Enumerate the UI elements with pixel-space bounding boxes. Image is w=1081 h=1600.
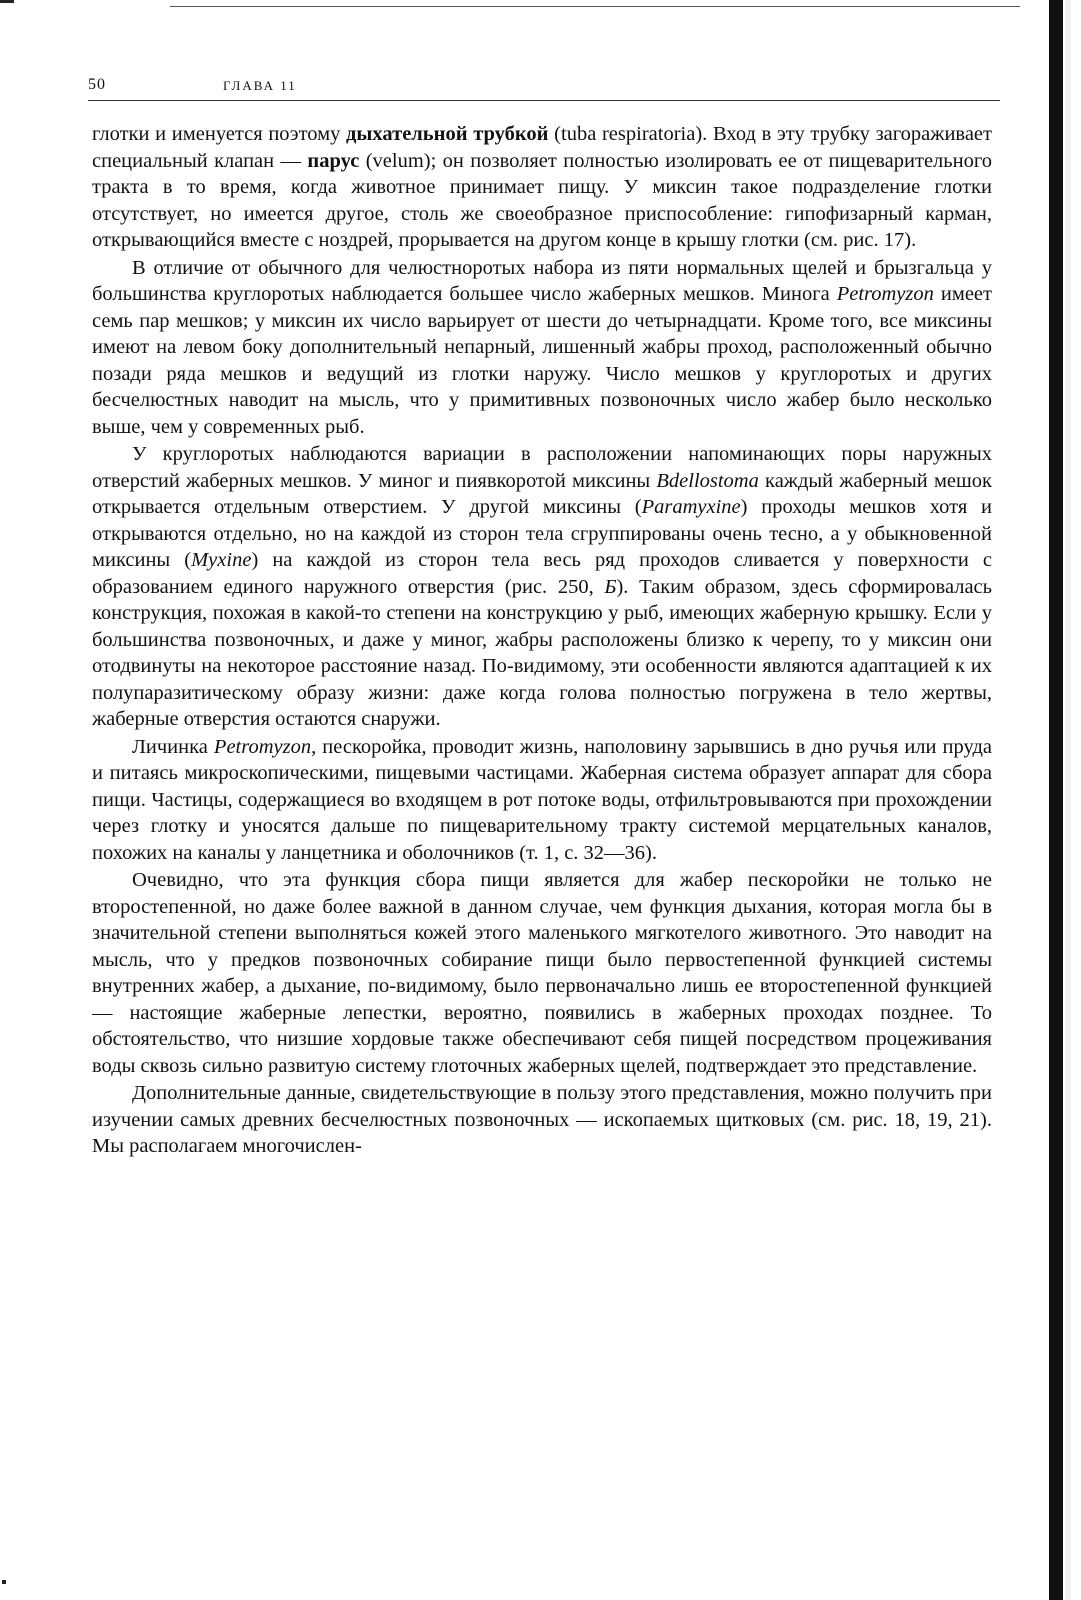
paragraph (92, 255, 992, 441)
text-run: (velum); он позволяет полностью изолировать ее от пищеварительного тракта в то время, когда животное принимает пищу. У миксин такое подразделение глотки отсутствует, но имеется другое, столь же своеобразное приспособление: гипофизарный карман, открывающийся вместе с ноздрей, прорывается на другом конце в крышу глотки (см. рис. 17). (92, 149, 993, 251)
text-run: У круглоротых наблюдаются вариации в расположении напоминающих поры наружных отверстий жаберных мешков. У миног и пиявкоротой миксины (92, 443, 992, 492)
page-body-text (92, 121, 992, 1160)
scan-edge-highlight (1065, 0, 1071, 1600)
italic-term: Petromyzon (836, 283, 934, 305)
text-run: имеет семь пар мешков; у миксин их число варьирует от шести до четырнадцати. Кроме того, все миксины имеют на левом боку дополнительный непарный, лишенный жабры проход, расположенный обычно позади ряда мешков и ведущий из глотки наружу. Число мешков у круглоротых и других бесчелюстных наводит на мысль, что у примитивных позвоночных число жабер было несколько выше, чем у современных рыб. (92, 283, 992, 438)
text-run: (tuba respiratoria). Вход в эту трубку загораживает специальный клапан — (92, 123, 992, 172)
bold-term: парус (307, 149, 360, 172)
page-number: 50 (88, 76, 106, 93)
scan-edge-shadow (1049, 0, 1063, 1600)
bold-term: дыхательной трубкой (346, 123, 549, 145)
italic-term: Myxine (191, 549, 252, 571)
text-run: Личинка (132, 735, 214, 758)
text-run: глотки и именуется поэтому (92, 123, 347, 145)
text-run: , пескоройка, проводит жизнь, наполовину зарывшись в дно ручья или пруда и питаясь микроскопическими, пищевыми частицами. Жаберная система образует аппарат для сбора пищи. Частицы, содержащиеся во входящем в рот потоке воды, отфильтровываются при прохождении через глотку и уносятся дальше по пищеварительному тракту системой мерцательных каналов, похожих на каналы у ланцетника и оболочников (т. 1, с. 32—36). (92, 735, 992, 864)
chapter-label: ГЛАВА 11 (223, 78, 297, 93)
text-run: каждый жаберный мешок открывается отдельным отверстием. У другой миксины ( (92, 469, 993, 518)
paragraph (92, 121, 992, 254)
italic-term: Б (604, 575, 617, 598)
text-run: ) проходы мешков хотя и открываются отдельно, но на каждой из сторон тела сгруппированы очень тесно, а у обыкновенной миксины ( (92, 496, 992, 571)
paragraph (92, 734, 992, 867)
top-scan-rule (170, 6, 1020, 7)
running-header (88, 74, 1000, 101)
scan-speck (2, 1580, 6, 1584)
text-run: В отличие от обычного для челюстноротых набора из пяти нормальных щелей и брызгальца у большинства круглоротых наблюдается большее число жаберных мешков. Минога (92, 256, 992, 305)
italic-term: Petromyzon (213, 735, 312, 758)
text-run: Дополнительные данные, свидетельствующие в пользу этого представления, можно получить при изучении самых древних бесчелюстных позвоночных — ископаемых щитковых (см. рис. 18, 19, 21). Мы располагаем многочислен- (92, 1082, 992, 1157)
paragraph (92, 441, 992, 733)
scan-corner-mark (0, 0, 14, 3)
text-run: ) на каждой из сторон тела весь ряд проходов сливается у поверхности с образованием единого наружного отверстия (рис. 250, (92, 549, 992, 598)
paragraph (92, 1080, 992, 1160)
text-run: Очевидно, что эта функция сбора пищи является для жабер пескоройки не только не второстепенной, но даже более важной в данном случае, чем функция дыхания, которая могла бы в значительной степени выполняться кожей этого маленького мягкотелого животного. Это наводит на мысль, что у предков позвоночных собирание пищи было первостепенной функцией системы внутренних жабер, а дыхание, по-видимому, было первоначально лишь ее второстепенной функцией — настоящие жаберные лепестки, вероятно, появились в жаберных проходах позднее. То обстоятельство, что низшие хордовые также обеспечивают себя пищей посредством процеживания воды сквозь сильно развитую систему глоточных жаберных щелей, подтверждает это представление. (92, 869, 992, 1077)
italic-term: Bdellostoma (656, 469, 759, 492)
paragraph (92, 867, 992, 1079)
text-run: ). Таким образом, здесь сформировалась конструкция, похожая в какой-то степени на конструкцию у рыб, имеющих жаберную крышку. Если у большинства позвоночных, и даже у миног, жабры расположены близко к черепу, то у миксин они отодвинуты на некоторое расстояние назад. По-видимому, эти особенности являются адаптацией к их полупаразитическому образу жизни: даже когда голова полностью погружена в тело жертвы, жаберные отверстия остаются снаружи. (92, 575, 992, 730)
italic-term: Paramyxine (641, 496, 741, 518)
